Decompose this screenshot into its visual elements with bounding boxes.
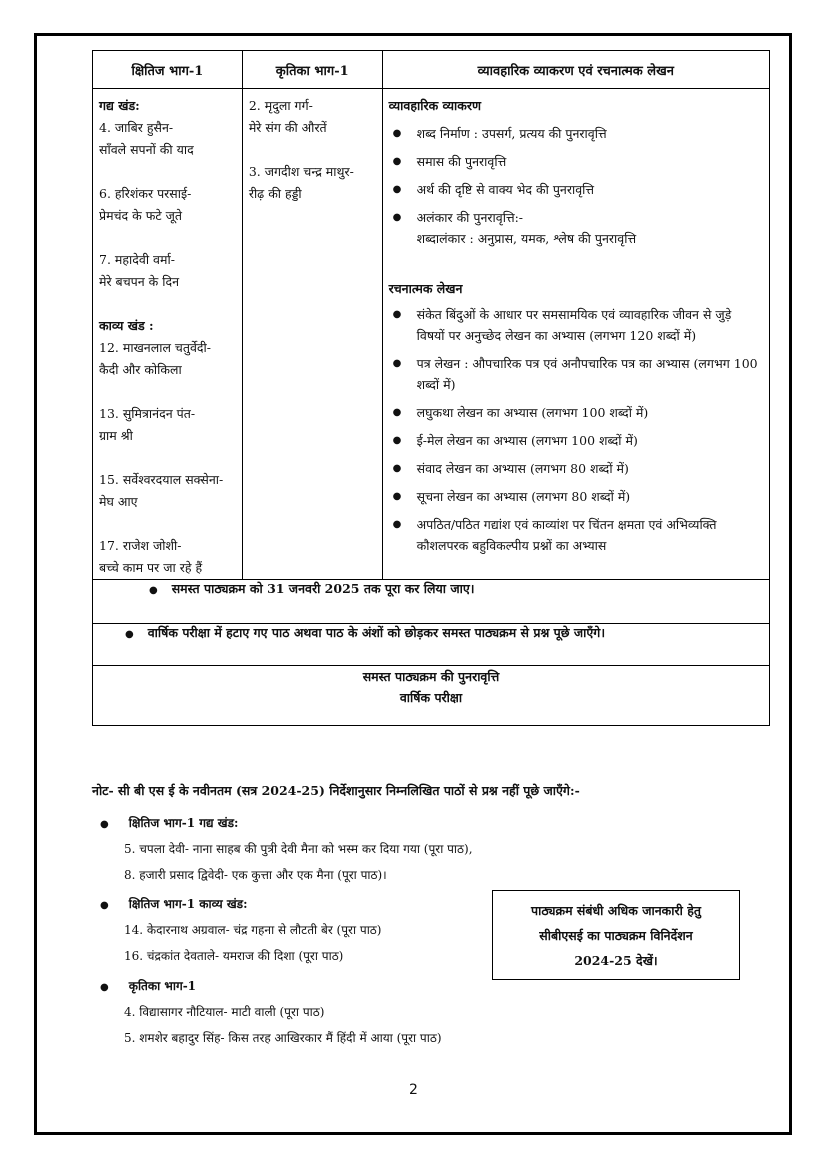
completion-text: समस्त पाठ्यक्रम को 31 जनवरी 2025 तक पूरा कर लिया जाए।: [171, 581, 475, 596]
lesson-item: [99, 183, 236, 227]
lesson-title: ग्राम श्री: [99, 428, 133, 443]
bullet-icon: ●: [100, 819, 109, 830]
exclusion-group: [100, 812, 520, 888]
gadya-khand-heading: गद्य खंड:: [99, 98, 140, 113]
list-item: ● अर्थ की दृष्टि से वाक्य भेद की पुनरावृत्ति: [417, 179, 763, 200]
info-line: 2024-25 देखें।: [574, 953, 658, 968]
lesson-author: 4. जाबिर हुसैन-: [99, 120, 174, 135]
list-item: ● लघुकथा लेखन का अभ्यास (लगभग 100 शब्दों में): [417, 402, 763, 423]
lesson-title: प्रेमचंद के फटे जूते: [99, 208, 183, 223]
bullet-icon: ●: [125, 629, 134, 640]
list-item: ● शब्द निर्माण : उपसर्ग, प्रत्यय की पुनरावृत्ति: [417, 123, 763, 144]
header-kshitij: क्षितिज भाग-1: [93, 51, 243, 89]
lesson-author: 3. जगदीश चन्द्र माथुर-: [248, 164, 354, 179]
kshitij-cell: [93, 89, 243, 580]
lesson-author: 17. राजेश जोशी-: [99, 538, 182, 553]
bullet-icon: ●: [149, 585, 158, 596]
alankar-line: ● अलंकार की पुनरावृत्ति:-: [416, 210, 524, 225]
bullet-icon: ●: [100, 900, 109, 911]
lesson-author: 12. माखनलाल चतुर्वेदी-: [99, 340, 211, 355]
shabdalankar-line: शब्दालंकार : अनुप्रास, यमक, श्लेष की पुनरावृत्ति: [416, 231, 637, 246]
lesson-item: [249, 161, 376, 205]
vyakaran-heading: व्यावहारिक व्याकरण: [388, 98, 482, 113]
lesson-title: बच्चे काम पर जा रहे हैं: [99, 560, 203, 575]
lesson-item: [249, 95, 376, 139]
exclusion-group: [100, 893, 520, 969]
page-number: 2: [409, 1082, 418, 1098]
exam-note-row: [93, 624, 770, 666]
header-kritika: कृतिका भाग-1: [242, 51, 382, 89]
lesson-item: [99, 403, 236, 447]
lesson-title: रीढ़ की हड्डी: [248, 186, 302, 201]
annual-exam-text: वार्षिक परीक्षा: [399, 690, 463, 705]
exclusion-title: क्षितिज भाग-1 काव्य खंड:: [128, 897, 248, 911]
lesson-title: साँवले सपनों की याद: [99, 142, 194, 157]
table-header-row: [93, 51, 770, 89]
list-item: ● सूचना लेखन का अभ्यास (लगभग 80 शब्दों में): [417, 486, 763, 507]
lesson-author: 15. सर्वेश्वरदयाल सक्सेना-: [99, 472, 224, 487]
kavya-khand-heading: काव्य खंड :: [99, 318, 154, 333]
final-row: [93, 666, 770, 726]
lesson-item: [99, 469, 236, 513]
lekhan-list: [389, 304, 763, 556]
syllabus-info-box: [492, 890, 740, 980]
list-item: ● पत्र लेखन : औपचारिक पत्र एवं अनौपचारिक पत्र का अभ्यास (लगभग 100 शब्दों में): [417, 353, 763, 395]
exclusion-item: 4. विद्यासागर नौटियाल- माटी वाली (पूरा पाठ): [124, 1005, 325, 1019]
exclusion-title: क्षितिज भाग-1 गद्य खंड:: [128, 816, 239, 830]
list-item: ● संवाद लेखन का अभ्यास (लगभग 80 शब्दों में): [417, 458, 763, 479]
lesson-title: कैदी और कोकिला: [99, 362, 182, 377]
list-item: ● अपठित/पठित गद्यांश एवं काव्यांश पर चिंतन क्षमता एवं अभिव्यक्ति कौशलपरक बहुविकल्पीय प्रश्नों का अभ्यास: [417, 514, 763, 556]
lesson-author: 13. सुमित्रानंदन पंत-: [99, 406, 196, 421]
exclusion-item: 5. शमशेर बहादुर सिंह- किस तरह आखिरकार मैं हिंदी में आया (पूरा पाठ): [124, 1031, 442, 1045]
cbse-note: नोट- सी बी एस ई के नवीनतम (सत्र 2024-25) निर्देशानुसार निम्नलिखित पाठों से प्रश्न नहीं पूछे जाएँगे:-: [92, 783, 580, 798]
exam-note-text: वार्षिक परीक्षा में हटाए गए पाठ अथवा पाठ के अंशों को छोड़कर समस्त पाठ्यक्रम से प्रश्न पूछे जाएँगे।: [147, 625, 606, 640]
completion-row: [93, 580, 770, 624]
table-content-row: [93, 89, 770, 580]
lesson-item: [99, 117, 236, 161]
exclusion-item: 5. चपला देवी- नाना साहब की पुत्री देवी मैना को भस्म कर दिया गया (पूरा पाठ),: [124, 842, 473, 856]
list-item: ● ई-मेल लेखन का अभ्यास (लगभग 100 शब्दों में): [417, 430, 763, 451]
list-item: ● संकेत बिंदुओं के आधार पर समसामयिक एवं व्यावहारिक जीवन से जुड़े विषयों पर अनुच्छेद लेखन का अभ्यास (लगभग 120 शब्दों में): [417, 304, 763, 346]
exclusion-group: [100, 975, 520, 1051]
info-line: पाठ्यक्रम संबंधी अधिक जानकारी हेतु: [531, 903, 701, 918]
revision-text: समस्त पाठ्यक्रम की पुनरावृत्ति: [362, 669, 500, 684]
vyakaran-cell: [382, 89, 769, 580]
lesson-item: [99, 249, 236, 293]
exclusion-item: 14. केदारनाथ अग्रवाल- चंद्र गहना से लौटती बेर (पूरा पाठ): [124, 923, 382, 937]
lesson-title: मेरे संग की औरतें: [248, 120, 327, 135]
exclusion-item: 8. हजारी प्रसाद द्विवेदी- एक कुत्ता और एक मैना (पूरा पाठ)।: [124, 868, 387, 882]
bullet-icon: ●: [100, 982, 109, 993]
lesson-author: 2. मृदुला गर्ग-: [248, 98, 313, 113]
header-vyakaran-lekhan: व्यावहारिक व्याकरण एवं रचनात्मक लेखन: [382, 51, 769, 89]
lesson-author: 6. हरिशंकर परसाई-: [99, 186, 192, 201]
lesson-title: मेरे बचपन के दिन: [99, 274, 180, 289]
lesson-author: 7. महादेवी वर्मा-: [99, 252, 175, 267]
lesson-item: [99, 535, 236, 579]
lesson-title: मेघ आए: [99, 494, 138, 509]
lekhan-heading: रचनात्मक लेखन: [388, 281, 463, 296]
info-line: सीबीएसई का पाठ्यक्रम विनिर्देशन: [539, 928, 693, 943]
vyakaran-list: [389, 123, 763, 249]
syllabus-table: [92, 50, 770, 726]
exclusion-item: 16. चंद्रकांत देवताले- यमराज की दिशा (पूरा पाठ): [124, 949, 344, 963]
list-item: ● समास की पुनरावृत्ति: [417, 151, 763, 172]
lesson-item: [99, 337, 236, 381]
list-item: [417, 207, 763, 249]
exclusion-title: कृतिका भाग-1: [128, 979, 197, 993]
kritika-cell: [242, 89, 382, 580]
